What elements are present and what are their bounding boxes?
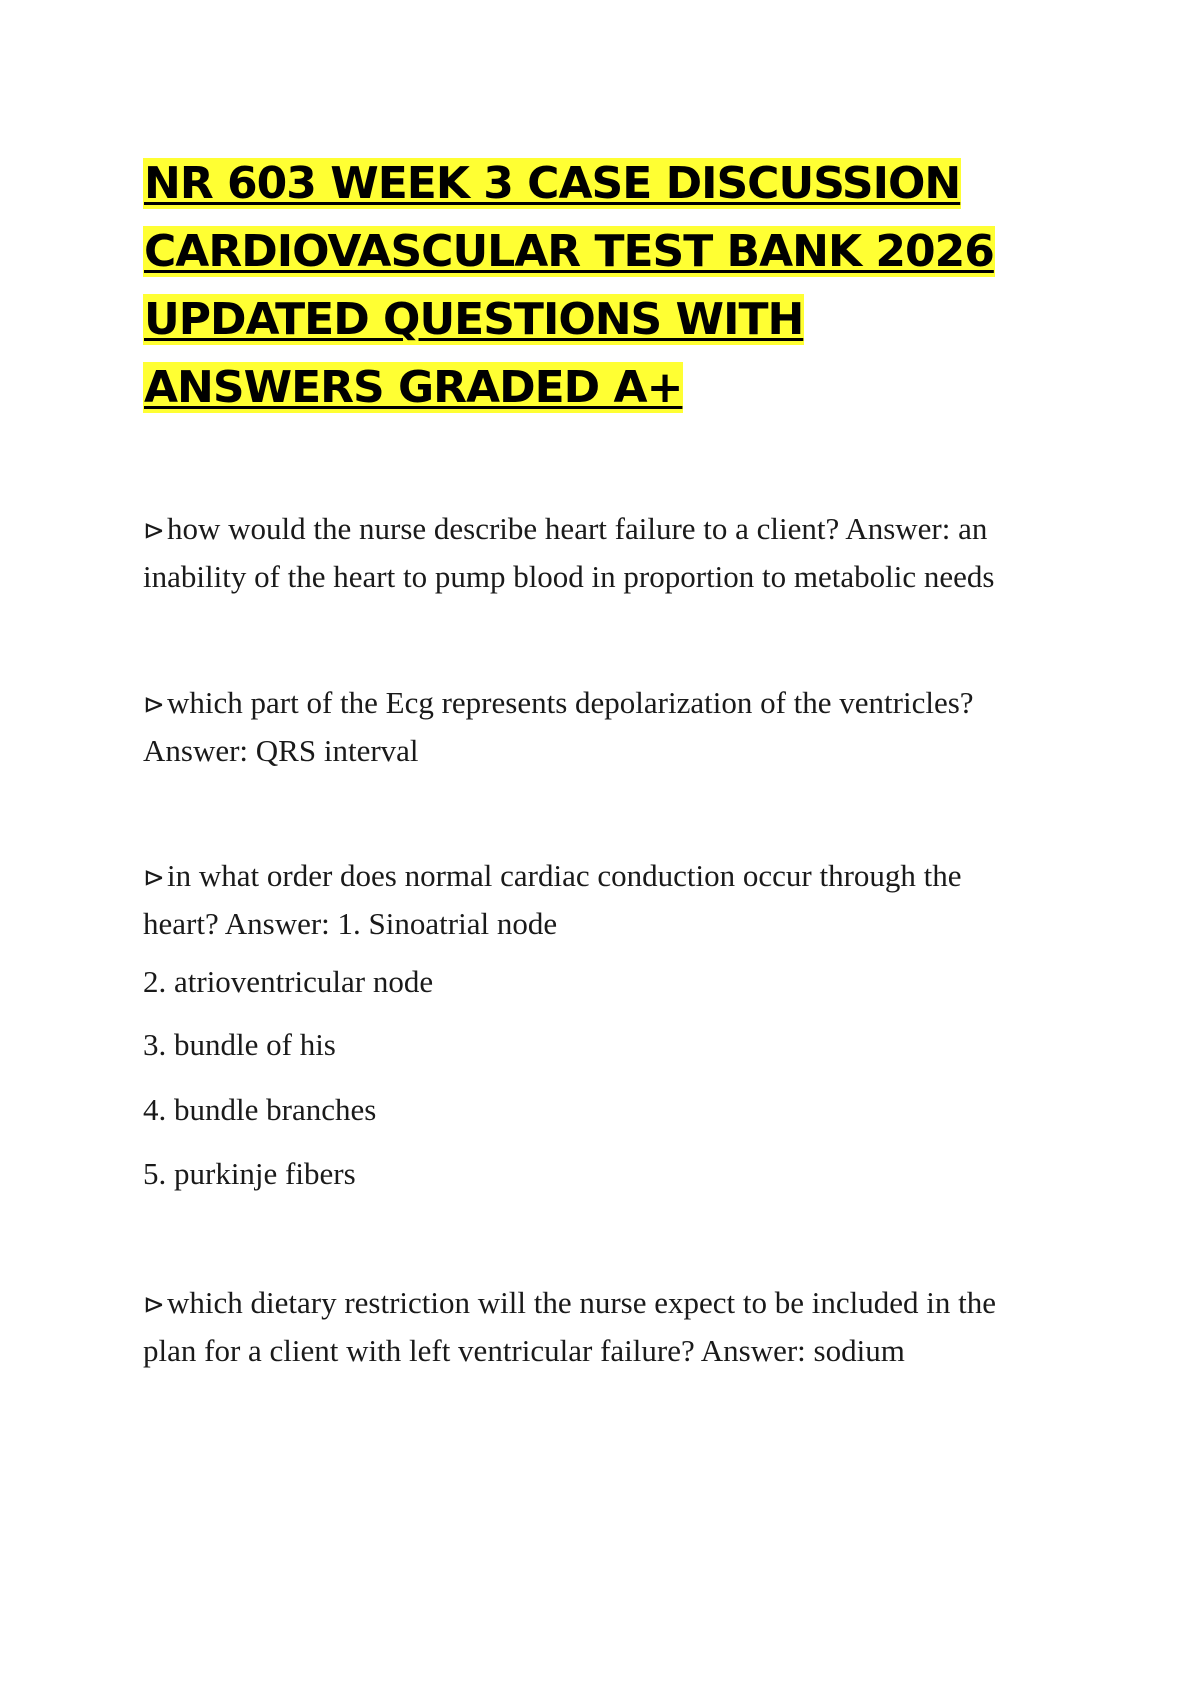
conduction-step: 5. purkinje fibers: [143, 1156, 356, 1191]
question-text: how would the nurse describe heart failure to a client? Answer: an inability of the heart to pump blood in proportion to metabolic needs: [143, 511, 995, 594]
question-item: [143, 853, 1043, 947]
question-text: which dietary restriction will the nurse expect to be included in the plan for a client with left ventricular failure? Answer: sodium: [143, 1285, 996, 1368]
question-item: [143, 1280, 1043, 1374]
document-title: [143, 150, 1023, 422]
conduction-step: 4. bundle branches: [143, 1092, 377, 1127]
bullet-triangle-icon: ⊳: [143, 1290, 165, 1320]
conduction-step: 3. bundle of his: [143, 1027, 336, 1062]
bullet-triangle-icon: ⊳: [143, 690, 165, 720]
question-item: [143, 680, 1043, 774]
question-item: [143, 506, 1043, 600]
conduction-step: 2. atrioventricular node: [143, 964, 434, 999]
document-title-text: NR 603 WEEK 3 CASE DISCUSSION CARDIOVASCULAR TEST BANK 2026 UPDATED QUESTIONS WITH ANSWERS GRADED A+: [144, 158, 994, 413]
bullet-triangle-icon: ⊳: [143, 516, 165, 546]
question-text: which part of the Ecg represents depolarization of the ventricles? Answer: QRS interval: [143, 685, 974, 768]
question-text: in what order does normal cardiac conduction occur through the heart? Answer: 1. Sinoatrial node: [143, 858, 962, 941]
bullet-triangle-icon: ⊳: [143, 863, 165, 893]
